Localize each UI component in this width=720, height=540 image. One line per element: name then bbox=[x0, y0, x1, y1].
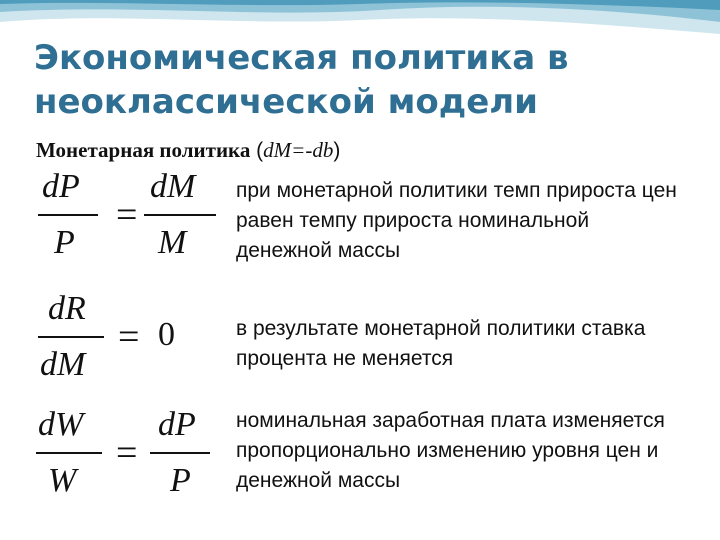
slide-subtitle bbox=[36, 138, 340, 163]
formula-2-description: в результате монетарной политики ставка процента не меняется bbox=[236, 317, 646, 370]
f3-left-denominator: W bbox=[48, 462, 77, 499]
f3-left-fraction-bar bbox=[36, 452, 102, 454]
f2-left-denominator: dM bbox=[40, 346, 86, 383]
f1-right-numerator: dM bbox=[150, 168, 196, 205]
formula-wage-growth bbox=[34, 408, 224, 518]
f3-left-numerator: dW bbox=[38, 406, 84, 443]
formula-3-description: номинальная заработная плата изменяется пропорционально изменению уровня цен и денежной массы bbox=[236, 409, 665, 492]
formula-price-growth bbox=[34, 170, 224, 280]
f1-right-denominator: M bbox=[158, 224, 187, 261]
formula-1-description: при монетарной политики темп прироста цен равен темпу прироста номинальной денежной массы bbox=[236, 179, 677, 262]
subtitle-paren-close: ) bbox=[333, 139, 341, 162]
f2-equals: = bbox=[118, 316, 140, 358]
f2-left-fraction-bar bbox=[38, 336, 104, 338]
f1-equals: = bbox=[116, 194, 138, 236]
f1-right-fraction-bar bbox=[144, 214, 216, 216]
subtitle-paren-open: ( bbox=[256, 139, 264, 162]
f1-left-fraction-bar bbox=[38, 214, 98, 216]
f3-right-fraction-bar bbox=[150, 452, 210, 454]
slide-title: Экономическая политика в неоклассической модели bbox=[34, 38, 569, 122]
subtitle-formula: dM=-db bbox=[263, 138, 334, 162]
formula-interest-rate bbox=[34, 292, 224, 402]
f2-right-value: 0 bbox=[158, 316, 175, 353]
f1-left-denominator: P bbox=[54, 224, 75, 261]
subtitle-bold: Монетарная политика bbox=[36, 138, 251, 162]
f3-equals: = bbox=[116, 432, 138, 474]
f1-left-numerator: dP bbox=[42, 168, 80, 205]
f2-left-numerator: dR bbox=[48, 290, 86, 327]
f3-right-numerator: dP bbox=[158, 406, 196, 443]
f3-right-denominator: P bbox=[170, 462, 191, 499]
